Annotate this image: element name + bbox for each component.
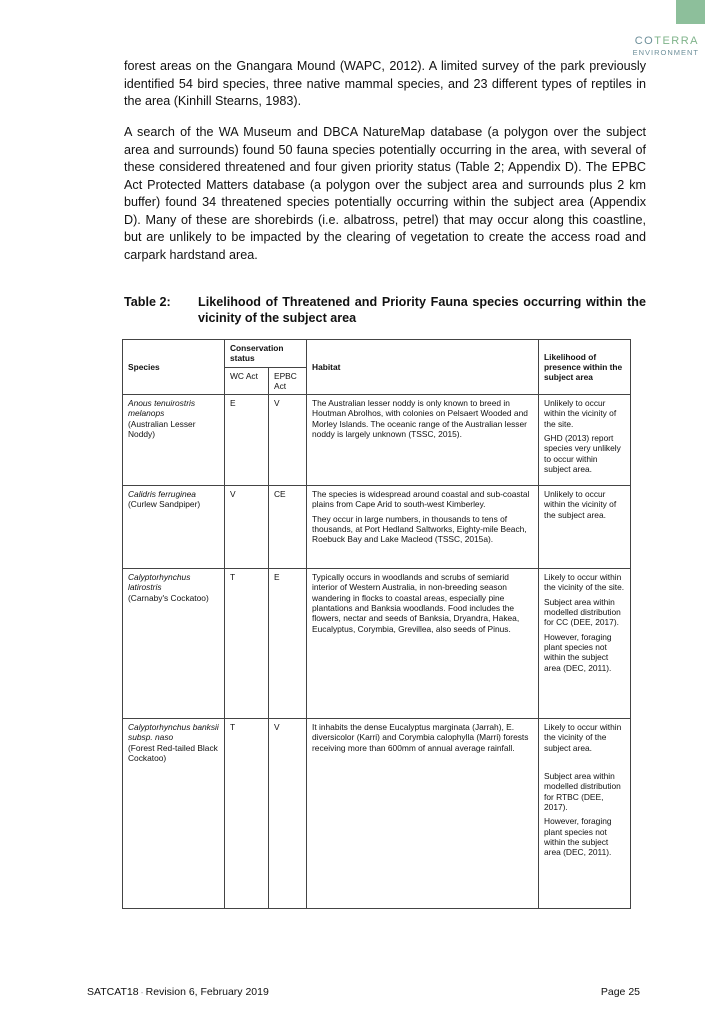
table-title: Likelihood of Threatened and Priority Fauna species occurring within the vicinity of the subject area bbox=[198, 295, 646, 325]
footer-doc-info bbox=[87, 986, 269, 998]
header-epbc-act: EPBC Act bbox=[269, 367, 307, 395]
table-header-row bbox=[123, 340, 631, 368]
logo-text-terra: TERRA bbox=[654, 35, 699, 47]
table-row bbox=[123, 395, 631, 486]
header-species: Species bbox=[123, 340, 225, 395]
habitat-text: The Australian lesser noddy is only known to breed in Houtman Abrolhos, with colonies on Pelsaert Wooded and Morley Islands. The oceanic range of the Australian lesser noddy is largely unknown (TSSC, 2015). bbox=[312, 398, 528, 440]
likelihood-cell bbox=[539, 719, 631, 909]
table-caption bbox=[124, 294, 646, 326]
habitat-cell bbox=[307, 569, 539, 719]
species-scientific-name: Anous tenuirostris melanops bbox=[128, 398, 196, 419]
species-scientific-name: Calyptorhynchus latirostris bbox=[128, 572, 191, 593]
likelihood-text: Unlikely to occur within the vicinity of the subject area. bbox=[544, 489, 617, 520]
header-likelihood: Likelihood of presence within the subject area bbox=[539, 340, 631, 395]
species-scientific-name: Calyptorhynchus banksii subsp. naso bbox=[128, 722, 219, 743]
species-scientific-name: Calidris ferruginea bbox=[128, 489, 196, 500]
likelihood-text: Likely to occur within the vicinity of the subject area. bbox=[544, 722, 622, 753]
habitat-cell bbox=[307, 395, 539, 486]
epbc-status-cell: CE bbox=[269, 486, 307, 569]
table-row bbox=[123, 569, 631, 719]
header-conservation-status: Conservation status bbox=[225, 340, 307, 368]
habitat-text: The species is widespread around coastal and sub-coastal plains from Cape Arid to south-west Kimberley. bbox=[312, 489, 530, 510]
likelihood-text: Subject area within modelled distribution for CC (DEE, 2017). bbox=[544, 596, 621, 628]
header-habitat: Habitat bbox=[307, 340, 539, 395]
footer-page-number: Page 25 bbox=[600, 986, 640, 998]
species-common-name: (Carnaby's Cockatoo) bbox=[128, 592, 209, 603]
species-common-name: (Forest Red-tailed Black Cockatoo) bbox=[128, 742, 218, 764]
likelihood-text: Likely to occur within the vicinity of the site. bbox=[544, 572, 625, 593]
likelihood-cell bbox=[539, 569, 631, 719]
habitat-text: Typically occurs in woodlands and scrubs of semiarid interior of Western Australia, in non-breeding season wandering in flocks to coastal areas, especially pine plantations and Banksia woodlands. Food includes the flowers, nectar and seeds of Banksia, Dryandra, Hakea, Eucalyptus, Corymbia, Grevillea, also seeds of Pinus. bbox=[312, 572, 520, 634]
corner-tab bbox=[676, 0, 705, 24]
habitat-cell bbox=[307, 486, 539, 569]
table-number: Table 2: bbox=[124, 295, 171, 309]
likelihood-text: However, foraging plant species not within the subject area (DEC, 2011). bbox=[544, 631, 612, 673]
likelihood-text: GHD (2013) report species very unlikely to occur within subject area. bbox=[544, 433, 621, 474]
habitat-text: They occur in large numbers, in thousands to tens of thousands, at Port Hedland Saltworks, Eighty-mile Beach, Roebuck Bay and Lake Macleod (TSSC, 2015a). bbox=[312, 513, 527, 545]
species-cell bbox=[123, 395, 225, 486]
likelihood-text: Subject area within modelled distribution for RTBC (DEE, 2017). bbox=[544, 771, 621, 812]
wc-status-cell: T bbox=[225, 569, 269, 719]
company-logo bbox=[633, 36, 699, 57]
wc-status-cell: E bbox=[225, 395, 269, 486]
species-common-name: (Curlew Sandpiper) bbox=[128, 499, 201, 510]
species-cell bbox=[123, 569, 225, 719]
habitat-text: It inhabits the dense Eucalyptus marginata (Jarrah), E. diversicolor (Karri) and Corymbia calophylla (Marri) forests receiving more than 600mm of annual average rainfall. bbox=[312, 722, 529, 753]
logo-subtext: ENVIRONMENT bbox=[632, 48, 699, 57]
epbc-status-cell: V bbox=[269, 395, 307, 486]
likelihood-cell bbox=[539, 486, 631, 569]
fauna-table bbox=[122, 339, 631, 909]
page-footer bbox=[87, 986, 640, 998]
footer-doc-id: SATCAT18 bbox=[87, 986, 139, 998]
species-common-name: (Australian Lesser Noddy) bbox=[128, 418, 196, 440]
table-row bbox=[123, 486, 631, 569]
likelihood-text: Unlikely to occur within the vicinity of the site. bbox=[544, 398, 617, 429]
body-paragraph-2: A search of the WA Museum and DBCA NatureMap database (a polygon over the subject area and surrounds) found 50 fauna species potentially occurring in the area, with several of these considered threatened and four given priority status (Table 2; Appendix D). The EPBC Act Protected Matters database (a polygon over the subject area and surrounds plus 2 km buffer) found 34 threatened species potentially occurring within the subject area (Appendix D). Many of these are shorebirds (i.e. albatross, petrel) that may occur along this coastline, but are unlikely to be impacted by the clearing of vegetation to create the access road and carpark hardstand area. bbox=[124, 125, 646, 262]
epbc-status-cell: V bbox=[269, 719, 307, 909]
table-row bbox=[123, 719, 631, 909]
wc-status-cell: V bbox=[225, 486, 269, 569]
likelihood-cell bbox=[539, 395, 631, 486]
footer-separator: - bbox=[138, 988, 146, 997]
epbc-status-cell: E bbox=[269, 569, 307, 719]
footer-revision: Revision 6, February 2019 bbox=[145, 986, 269, 998]
body-paragraph-1: forest areas on the Gnangara Mound (WAPC, 2012). A limited survey of the park previously identified 54 bird species, three native mammal species, and 23 different types of reptiles in the area (Kinhill Stearns, 1983). bbox=[124, 59, 646, 108]
logo-text-co: CO bbox=[634, 35, 655, 47]
wc-status-cell: T bbox=[225, 719, 269, 909]
species-cell bbox=[123, 719, 225, 909]
header-wc-act: WC Act bbox=[225, 367, 269, 395]
habitat-cell bbox=[307, 719, 539, 909]
likelihood-text: However, foraging plant species not within the subject area (DEC, 2011). bbox=[544, 816, 612, 858]
species-cell bbox=[123, 486, 225, 569]
